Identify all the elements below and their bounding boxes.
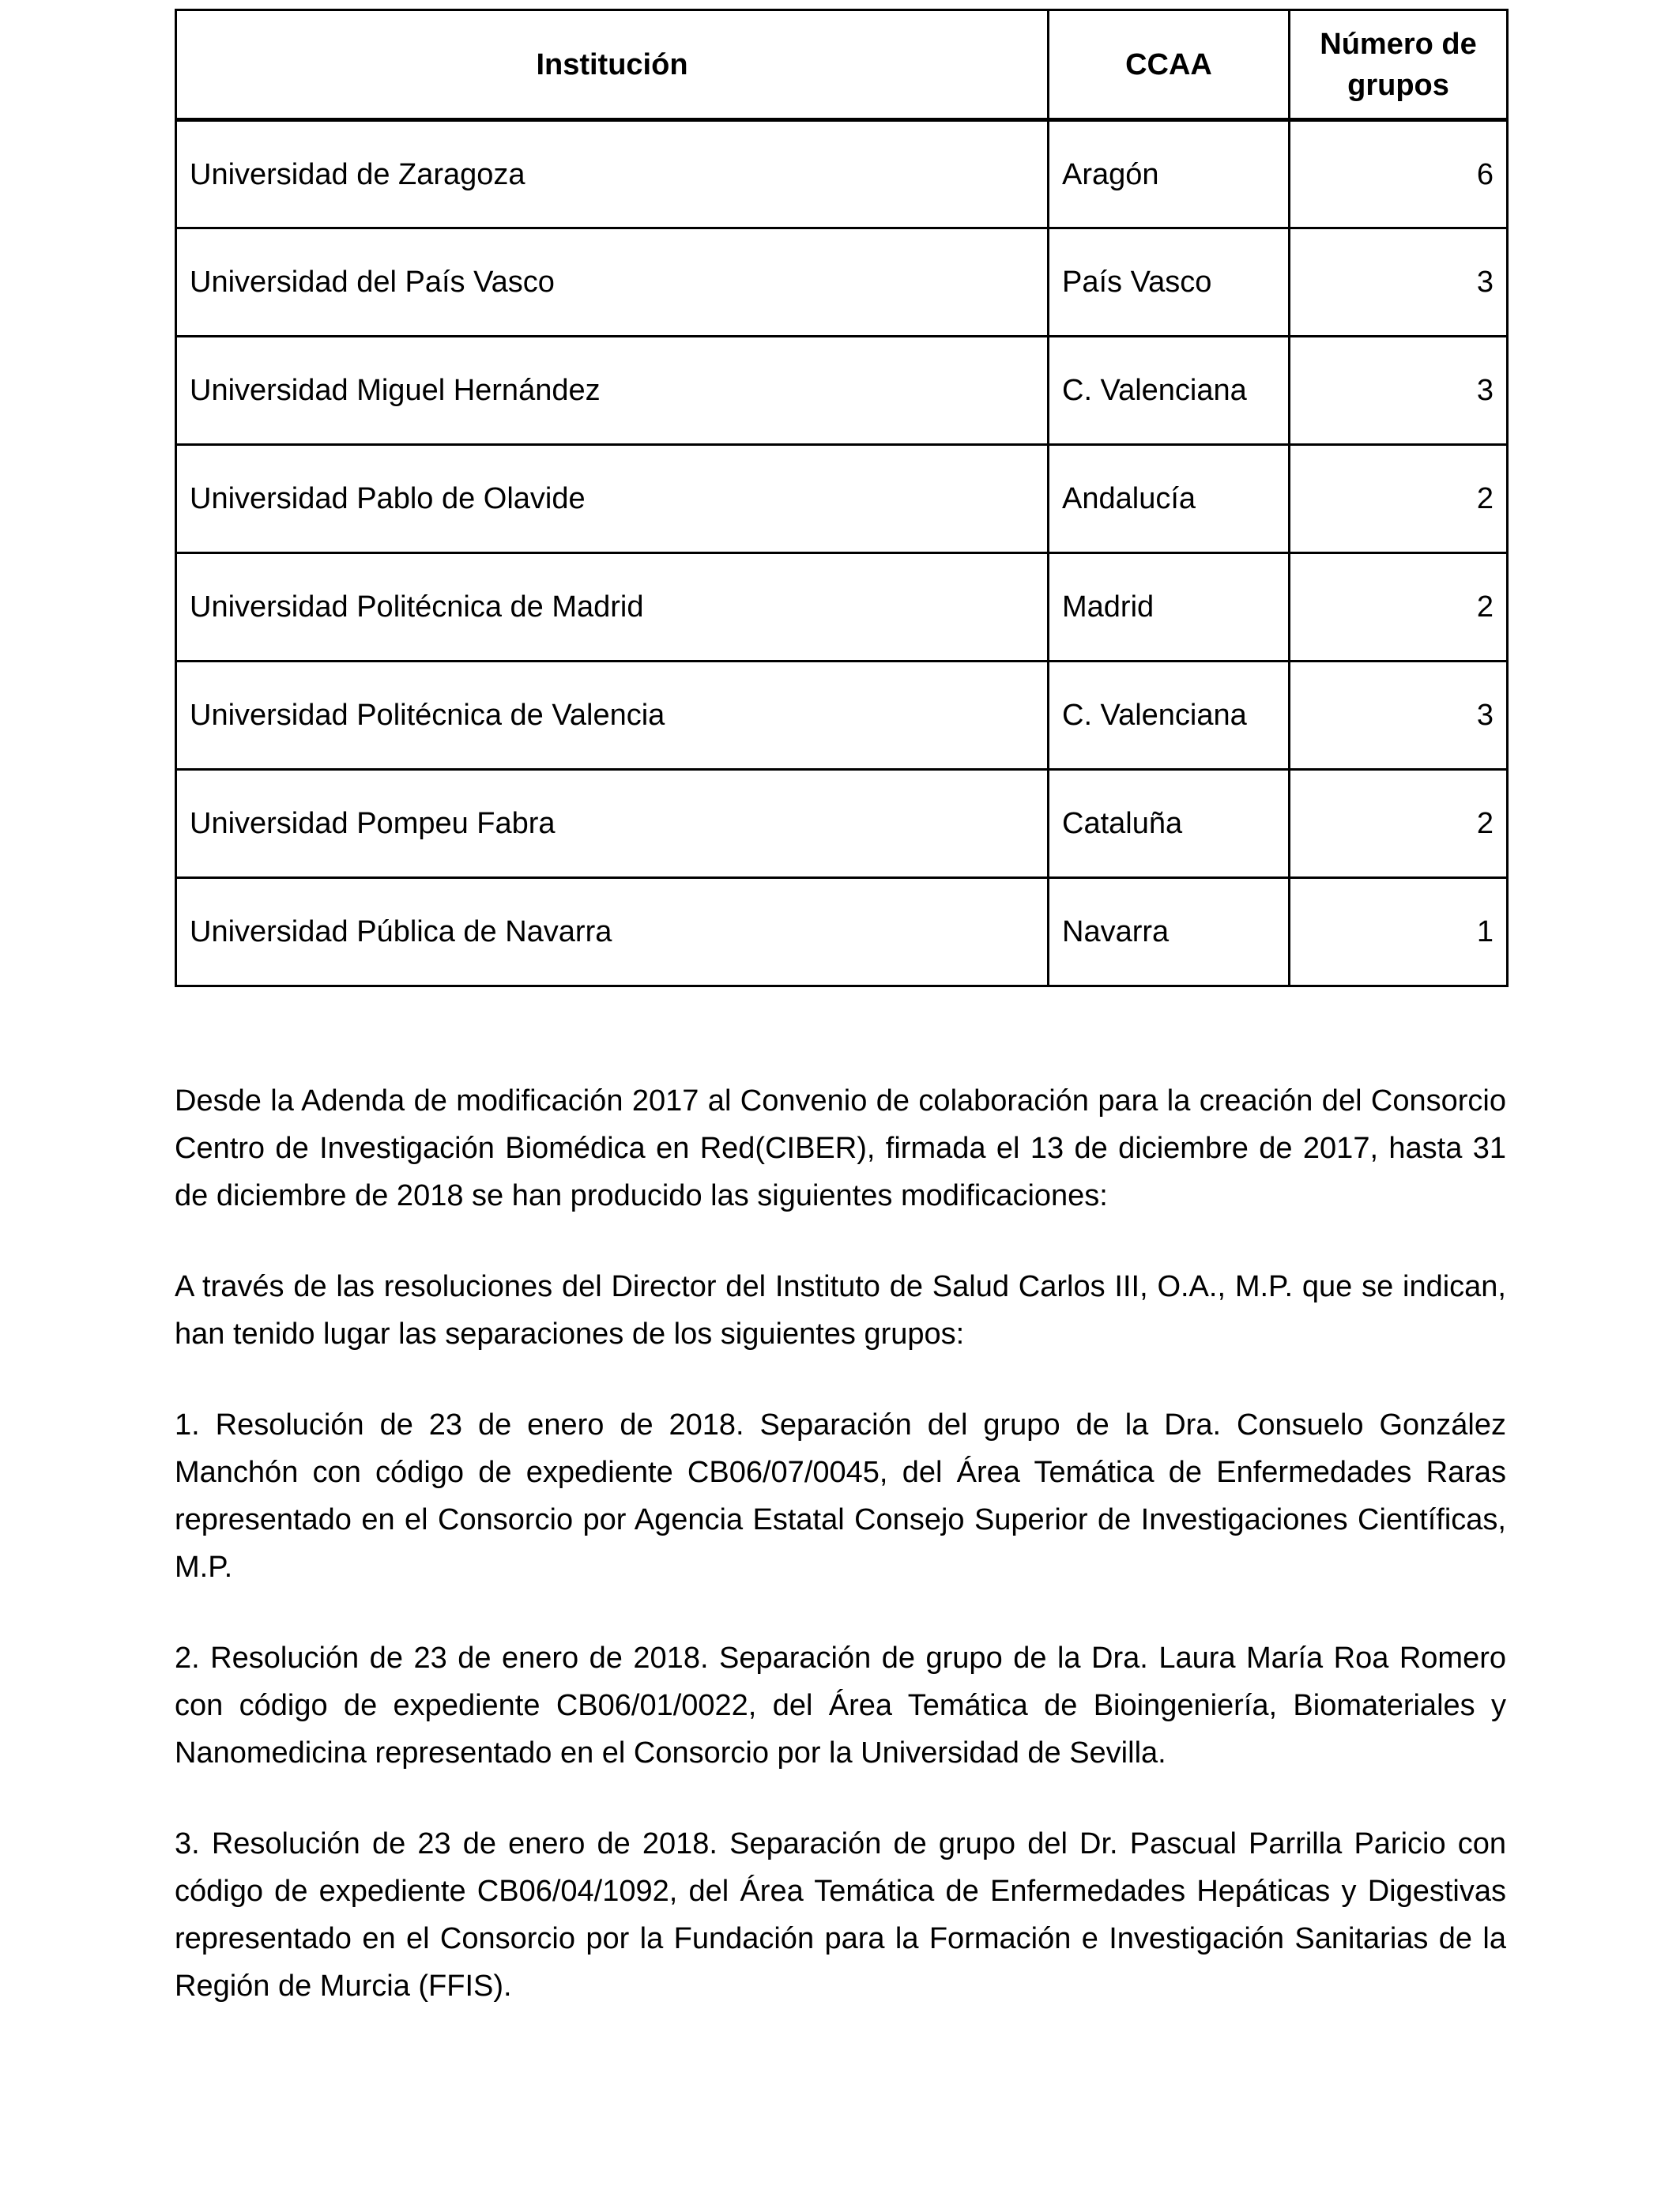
cell-numero-grupos: 3	[1290, 337, 1508, 445]
table-row	[176, 770, 1508, 878]
header-numero-grupos: Número de grupos	[1290, 10, 1508, 120]
header-ccaa: CCAA	[1049, 10, 1290, 120]
cell-institucion: Universidad Pablo de Olavide	[176, 445, 1049, 553]
cell-numero-grupos: 6	[1290, 120, 1508, 228]
cell-numero-grupos: 1	[1290, 878, 1508, 986]
cell-institucion: Universidad Pública de Navarra	[176, 878, 1049, 986]
paragraph-item-1: 1. Resolución de 23 de enero de 2018. Separación del grupo de la Dra. Consuelo González Manchón con código de expediente CB06/07/0045, del Área Temática de Enfermedades Raras representado en el Consorcio por Agencia Estatal Consejo Superior de Investigaciones Científicas, M.P.	[175, 1408, 1506, 1584]
cell-numero-grupos: 3	[1290, 662, 1508, 770]
header-institucion: Institución	[176, 10, 1049, 120]
cell-ccaa: Aragón	[1049, 120, 1290, 228]
cell-ccaa: Madrid	[1049, 553, 1290, 662]
table-header-row	[176, 10, 1508, 120]
cell-institucion: Universidad Pompeu Fabra	[176, 770, 1049, 878]
cell-ccaa: Andalucía	[1049, 445, 1290, 553]
table-row	[176, 662, 1508, 770]
cell-ccaa: País Vasco	[1049, 228, 1290, 337]
cell-ccaa: C. Valenciana	[1049, 662, 1290, 770]
cell-ccaa: Cataluña	[1049, 770, 1290, 878]
table-row	[176, 445, 1508, 553]
cell-numero-grupos: 3	[1290, 228, 1508, 337]
cell-institucion: Universidad del País Vasco	[176, 228, 1049, 337]
cell-numero-grupos: 2	[1290, 445, 1508, 553]
paragraph-item-2: 2. Resolución de 23 de enero de 2018. Separación de grupo de la Dra. Laura María Roa Romero con código de expediente CB06/01/0022, del Área Temática de Bioingeniería, Biomateriales y Nanomedicina representado en el Consorcio por la Universidad de Sevilla.	[175, 1642, 1506, 1770]
body-text	[175, 1077, 1506, 2010]
table-row	[176, 228, 1508, 337]
paragraph-intro: Desde la Adenda de modificación 2017 al Convenio de colaboración para la creación del Consorcio Centro de Investigación Biomédica en Red(CIBER), firmada el 13 de diciembre de 2017, hasta 31 de diciembre de 2018 se han producido las siguientes modificaciones:	[175, 1084, 1506, 1212]
table-row	[176, 878, 1508, 986]
cell-numero-grupos: 2	[1290, 770, 1508, 878]
institutions-table	[175, 9, 1509, 987]
cell-institucion: Universidad de Zaragoza	[176, 120, 1049, 228]
table-row	[176, 120, 1508, 228]
table-row	[176, 553, 1508, 662]
paragraph-item-3: 3. Resolución de 23 de enero de 2018. Separación de grupo del Dr. Pascual Parrilla Paricio con código de expediente CB06/04/1092, del Área Temática de Enfermedades Hepáticas y Digestivas representado en el Consorcio por la Fundación para la Formación e Investigación Sanitarias de la Región de Murcia (FFIS).	[175, 1827, 1506, 2003]
cell-numero-grupos: 2	[1290, 553, 1508, 662]
document-page	[175, 9, 1506, 2053]
table-row	[176, 337, 1508, 445]
cell-institucion: Universidad Miguel Hernández	[176, 337, 1049, 445]
cell-ccaa: C. Valenciana	[1049, 337, 1290, 445]
cell-institucion: Universidad Politécnica de Madrid	[176, 553, 1049, 662]
cell-ccaa: Navarra	[1049, 878, 1290, 986]
cell-institucion: Universidad Politécnica de Valencia	[176, 662, 1049, 770]
paragraph-resoluciones: A través de las resoluciones del Director del Instituto de Salud Carlos III, O.A., M.P. que se indican, han tenido lugar las separaciones de los siguientes grupos:	[175, 1270, 1506, 1351]
